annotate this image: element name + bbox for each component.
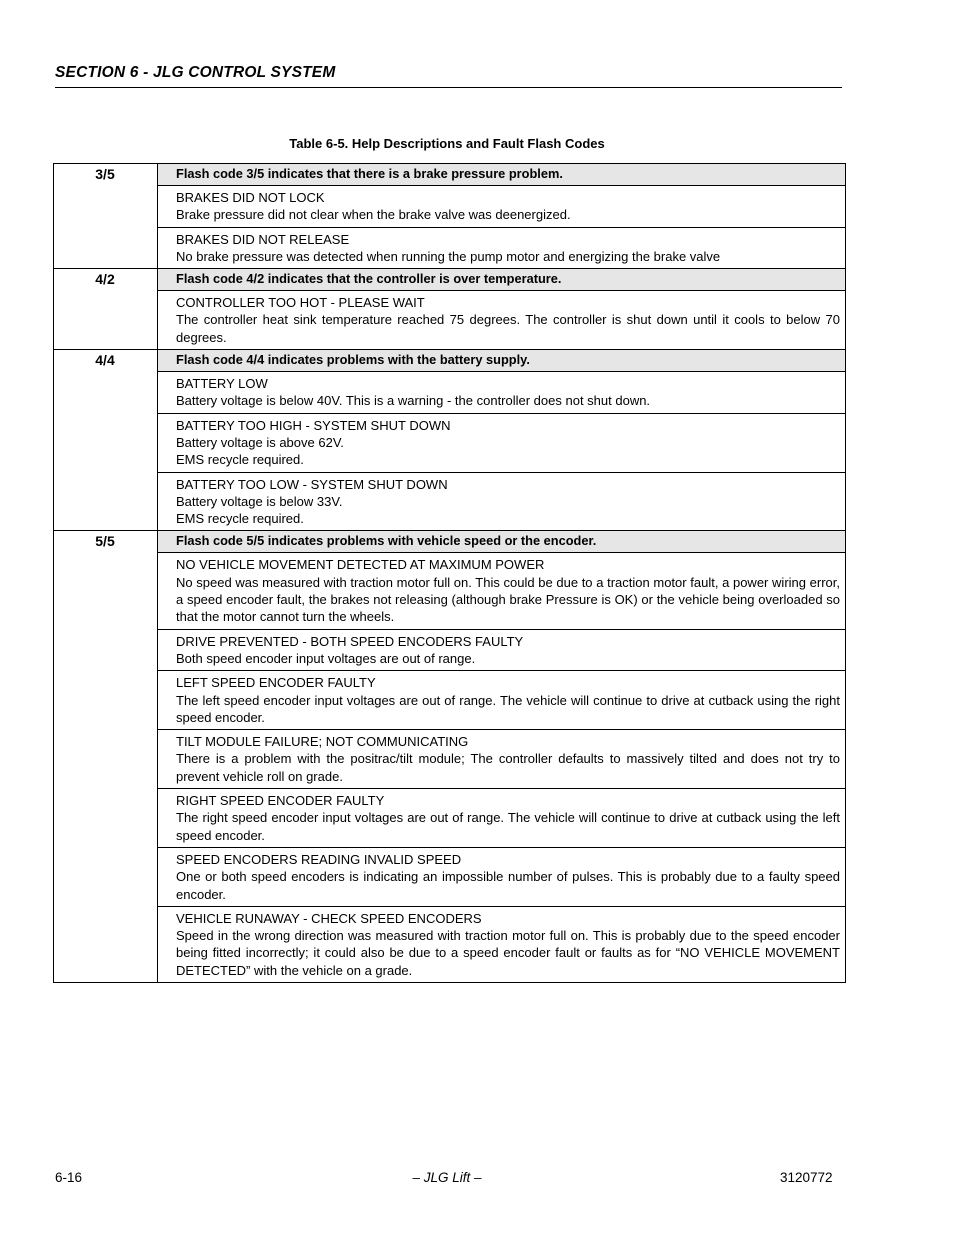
fault-entry-row: [54, 789, 846, 848]
fault-title: TILT MODULE FAILURE; NOT COMMUNICATING: [176, 734, 469, 750]
fault-description: Speed in the wrong direction was measured with traction motor full on. This is probably due to the speed encoder being fitted incorrectly; it could also be due to a speed encoder fault or faults as for “NO VEHICLE MOVEMENT DETECTED” with the vehicle on a grade.: [176, 928, 840, 978]
flash-code: 5/5: [54, 531, 158, 983]
fault-entry: [158, 789, 846, 848]
fault-entry-row: [54, 671, 846, 730]
fault-entry: [158, 847, 846, 906]
fault-entry: [158, 730, 846, 789]
fault-entry-row: [54, 847, 846, 906]
fault-description: There is a problem with the positrac/tilt module; The controller defaults to massively tilted and does not try to prevent vehicle roll on grade.: [176, 751, 840, 784]
fault-entry-row: [54, 906, 846, 982]
fault-entry-row: [54, 629, 846, 671]
fault-description: No speed was measured with traction motor full on. This could be due to a traction motor fault, a power wiring error, a speed encoder fault, the brakes not releasing (although brake Pressure is OK) or the vehicle being overloaded so that the motor cannot turn the wheels.: [176, 574, 840, 625]
fault-title: BATTERY LOW: [176, 376, 268, 392]
fault-title: LEFT SPEED ENCODER FAULTY: [176, 675, 376, 691]
fault-title: RIGHT SPEED ENCODER FAULTY: [176, 793, 385, 809]
fault-description: Brake pressure did not clear when the brake valve was deenergized.: [176, 207, 571, 223]
fault-entry-row: [54, 372, 846, 414]
fault-entry: [158, 413, 846, 472]
fault-entry: [158, 629, 846, 671]
fault-entry-row: [54, 553, 846, 629]
fault-entry-row: [54, 227, 846, 269]
fault-title: DRIVE PREVENTED - BOTH SPEED ENCODERS FAULTY: [176, 633, 524, 649]
fault-title: BATTERY TOO LOW - SYSTEM SHUT DOWN: [176, 476, 448, 492]
fault-entry: [158, 372, 846, 414]
flash-code: 4/4: [54, 350, 158, 531]
flash-code-heading: Flash code 4/4 indicates problems with the battery supply.: [158, 350, 846, 372]
fault-description: No brake pressure was detected when running the pump motor and energizing the brake valve: [176, 248, 721, 264]
fault-description: The right speed encoder input voltages are out of range. The vehicle will continue to drive at cutback using the left speed encoder.: [176, 810, 840, 843]
flash-code-heading: Flash code 4/2 indicates that the controller is over temperature.: [158, 269, 846, 291]
flash-code: 3/5: [54, 164, 158, 269]
fault-group-row: [54, 164, 846, 186]
fault-group-row: [54, 531, 846, 553]
fault-title: SPEED ENCODERS READING INVALID SPEED: [176, 851, 462, 867]
fault-entry-row: [54, 291, 846, 350]
fault-description: One or both speed encoders is indicating an impossible number of pulses. This is probably due to a faulty speed encoder.: [176, 869, 840, 902]
fault-code-table: [53, 163, 846, 983]
fault-entry: [158, 553, 846, 629]
fault-group-row: [54, 269, 846, 291]
document-number: 3120772: [780, 1170, 833, 1185]
fault-entry-row: [54, 413, 846, 472]
fault-group-row: [54, 350, 846, 372]
table-caption: Table 6-5. Help Descriptions and Fault Flash Codes: [289, 136, 605, 151]
fault-title: BRAKES DID NOT LOCK: [176, 190, 325, 205]
fault-description: Battery voltage is above 62V. EMS recycle required.: [176, 434, 344, 468]
flash-code-heading: Flash code 5/5 indicates problems with vehicle speed or the encoder.: [158, 531, 846, 553]
fault-entry: [158, 291, 846, 350]
fault-title: VEHICLE RUNAWAY - CHECK SPEED ENCODERS: [176, 910, 482, 926]
fault-entry: [158, 186, 846, 228]
fault-entry: [158, 472, 846, 531]
fault-description: Both speed encoder input voltages are out of range.: [176, 650, 476, 666]
fault-title: BRAKES DID NOT RELEASE: [176, 231, 350, 247]
fault-description: Battery voltage is below 33V. EMS recycle required.: [176, 493, 343, 527]
flash-code: 4/2: [54, 269, 158, 350]
fault-entry-row: [54, 730, 846, 789]
section-header: SECTION 6 - JLG CONTROL SYSTEM: [55, 64, 842, 88]
page-number: 6-16: [55, 1170, 83, 1185]
flash-code-heading: Flash code 3/5 indicates that there is a brake pressure problem.: [158, 164, 846, 186]
fault-entry-row: [54, 472, 846, 531]
publisher-footer: – JLG Lift –: [412, 1170, 482, 1185]
fault-description: The left speed encoder input voltages are out of range. The vehicle will continue to drive at cutback using the right speed encoder.: [176, 692, 840, 725]
fault-entry-row: [54, 186, 846, 228]
fault-title: BATTERY TOO HIGH - SYSTEM SHUT DOWN: [176, 417, 451, 433]
fault-title: NO VEHICLE MOVEMENT DETECTED AT MAXIMUM POWER: [176, 557, 545, 573]
fault-title: CONTROLLER TOO HOT - PLEASE WAIT: [176, 295, 425, 311]
fault-entry: [158, 906, 846, 982]
fault-description: The controller heat sink temperature reached 75 degrees. The controller is shut down until it cools to below 70 degrees.: [176, 312, 840, 345]
fault-entry: [158, 671, 846, 730]
fault-entry: [158, 227, 846, 269]
fault-description: Battery voltage is below 40V. This is a warning - the controller does not shut down.: [176, 393, 651, 409]
